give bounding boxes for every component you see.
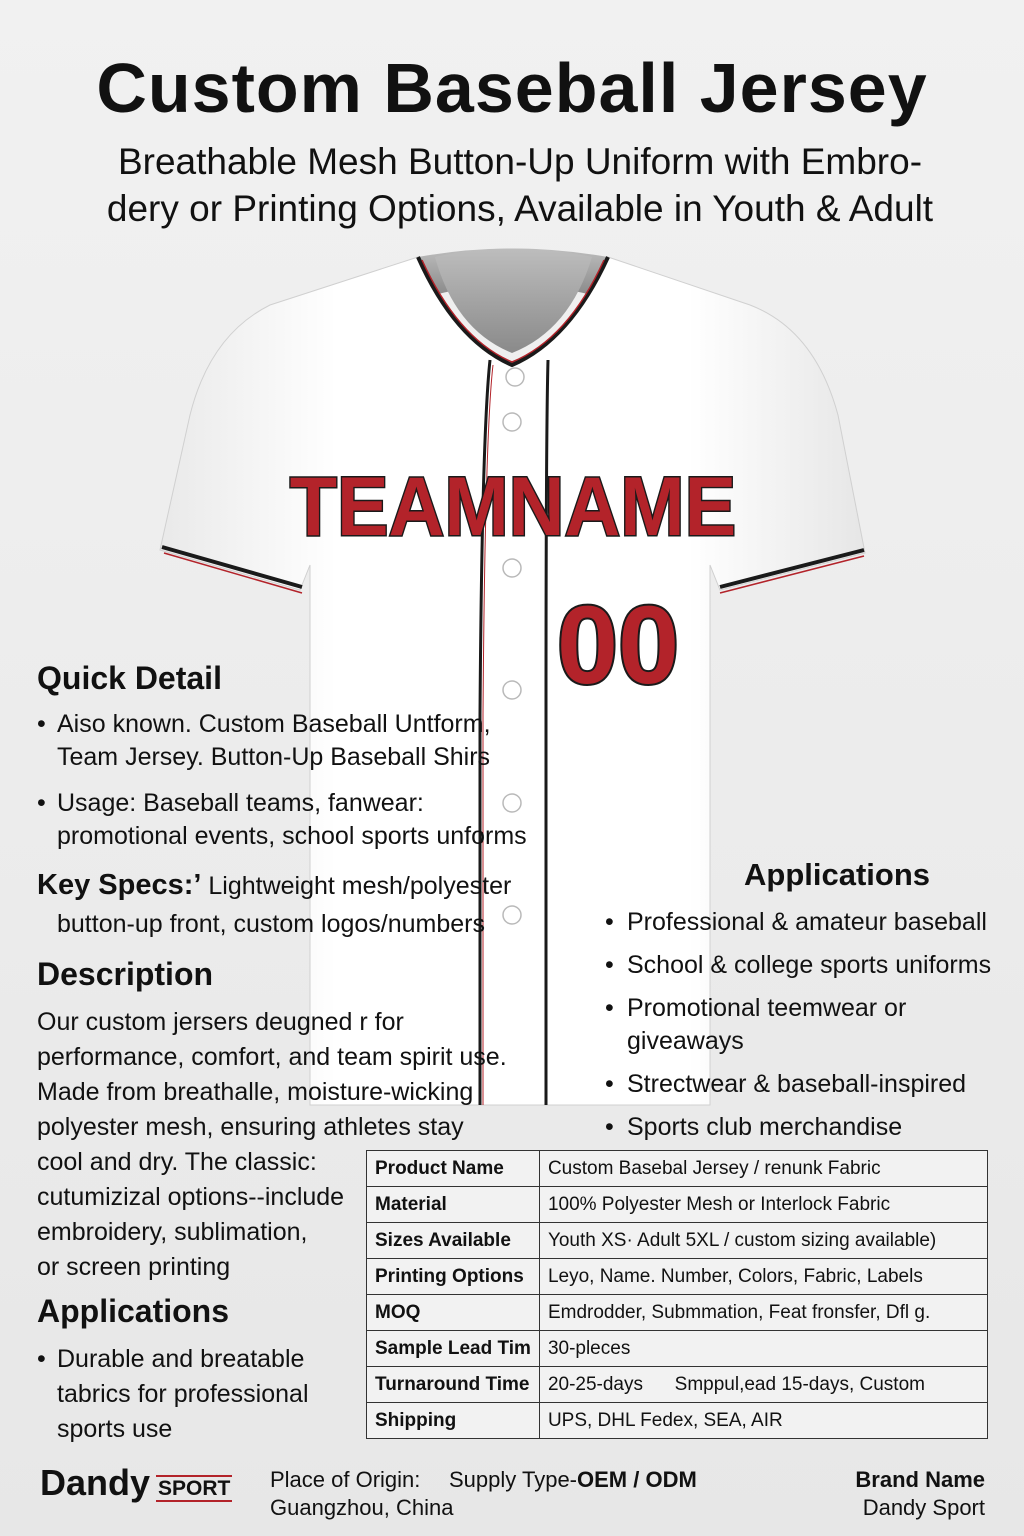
quick-detail-list [37,708,557,866]
list-item [37,787,557,853]
spec-value: Leyo, Name. Number, Colors, Fabric, Labels [539,1259,987,1295]
bullet-line: • Durable and breatable [57,1345,305,1373]
applications-left-heading: Applications [37,1293,230,1329]
spec-key: Sizes Available [367,1223,540,1259]
table-row [367,1367,988,1403]
spec-value: Emdrodder, Submmation, Feat fronsfer, Dfl g. [539,1295,987,1331]
page-title: Custom Baseball Jersey [96,49,928,127]
description-line: cutumizizal options--include [37,1183,345,1211]
key-specs-label: Key Specs:’ [37,869,202,901]
description-line: cool and dry. The classic: [37,1148,317,1176]
logo-main: Dandy [40,1462,151,1503]
spec-key: Material [367,1187,540,1223]
description-line: embroidery, sublimation, [37,1218,308,1246]
spec-value: 30-pleces [539,1331,987,1367]
list-item: • Professional & amateur baseball [605,906,1015,939]
table-row [367,1331,988,1367]
spec-key: Printing Options [367,1259,540,1295]
subtitle-line: Breathable Mesh Button-Up Uniform with Embro- [117,141,923,182]
brand-info [780,1466,985,1522]
spec-key: MOQ [367,1295,540,1331]
supply-info [449,1466,697,1494]
spec-table [366,1150,988,1439]
spec-value: 100% Polyester Mesh or Interlock Fabric [539,1187,987,1223]
description-heading: Description [37,956,214,992]
key-specs [37,866,557,943]
list-item: • Strectwear & baseball-inspired [605,1068,1015,1101]
description-line: performance, comfort, and team spirit use. [37,1043,507,1071]
brand-logo [40,1462,232,1504]
list-item [37,1342,357,1447]
description-line: or screen printing [37,1253,231,1281]
table-row [367,1151,988,1187]
origin-label: Place of Origin: [270,1467,421,1492]
bullet-line: promotional events, school sports unforms [57,822,527,850]
subtitle-line: dery or Printing Options, Available in Youth & Adult [106,188,934,229]
supply-label: Supply Type- [449,1467,578,1492]
spec-value: Custom Basebal Jersey / renunk Fabric [539,1151,987,1187]
origin-value: Guangzhou, China [270,1495,454,1520]
table-row [367,1187,988,1223]
list-item: • Sports club merchandise [605,1111,1015,1144]
spec-key: Turnaround Time [367,1367,540,1403]
list-item: • School & college sports uniforms [605,949,1015,982]
jersey-team-name: TEAMNAME [289,460,737,554]
spec-key: Product Name [367,1151,540,1187]
bullet-line: Team Jersey. Button-Up Baseball Shirs [57,743,491,771]
spec-value: Youth XS· Adult 5XL / custom sizing available) [539,1223,987,1259]
brand-value: Dandy Sport [862,1495,985,1520]
origin-info [270,1466,453,1522]
bullet-line: • Aiso known. Custom Baseball Untform, [57,710,491,738]
applications-left-list [37,1342,357,1460]
table-row [367,1259,988,1295]
spec-key: Shipping [367,1403,540,1439]
supply-value: OEM / ODM [577,1467,697,1492]
applications-right-heading: Applications [744,857,931,892]
table-row [367,1295,988,1331]
key-specs-line: Lightweight mesh/polyester [208,872,512,900]
applications-right-list [605,906,1015,1154]
page-subtitle [60,138,980,232]
spec-value: UPS, DHL Fedex, SEA, AIR [539,1403,987,1439]
list-item [37,708,557,774]
table-row [367,1403,988,1439]
list-item: • Promotional teemwear or giveaways [605,992,1015,1058]
logo-sub: SPORT [158,1477,231,1500]
spec-key: Sample Lead Tim [367,1331,540,1367]
brand-label: Brand Name [855,1467,985,1492]
quick-detail-heading: Quick Detail [37,660,222,696]
bullet-line: • Usage: Baseball teams, fanwear: [57,789,424,817]
description-line: Made from breathalle, moisture-wicking [37,1078,474,1106]
description-line: polyester mesh, ensuring athletes stay [37,1113,464,1141]
jersey-number: 00 [556,584,680,707]
bullet-line: tabrics for professional [57,1380,309,1408]
bullet-line: sports use [57,1415,173,1443]
spec-value: 20-25-days Smppul,ead 15-days, Custom [539,1367,987,1403]
key-specs-line: button-up front, custom logos/numbers [57,910,486,938]
table-row [367,1223,988,1259]
description-line: Our custom jersers deugned r for [37,1008,404,1036]
